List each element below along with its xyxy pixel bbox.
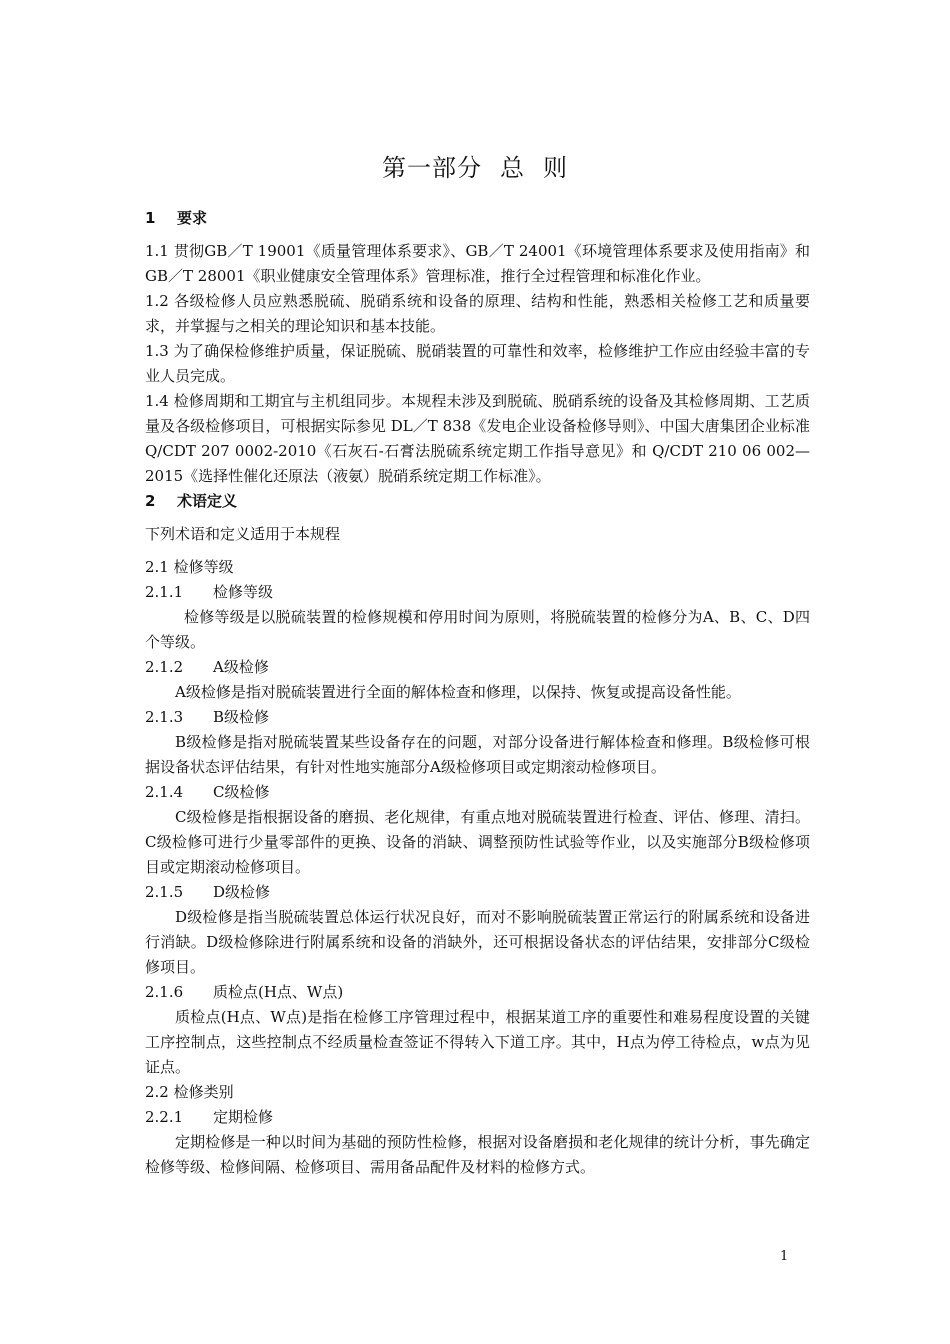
clause-number: 2.1.1 — [145, 583, 184, 601]
section-number: 1 — [145, 209, 156, 227]
clause-number: 2.1.4 — [145, 783, 184, 801]
document-body — [145, 206, 810, 1180]
clause-number: 2.1.2 — [145, 658, 184, 676]
paragraph-1-1: 1.1 贯彻GB／T 19001《质量管理体系要求》、GB／T 24001《环境管理体系要求及使用指南》和GB／T 28001《职业健康安全管理体系》管理标准，推行全过程管理和标准化作业。 — [145, 242, 810, 285]
clause-title: 定期检修 — [213, 1108, 274, 1126]
title-part: 第一部分 — [382, 154, 482, 182]
section-heading-1 — [145, 206, 810, 231]
clause-number: 2.1.6 — [145, 983, 184, 1001]
subheading-2-1-6 — [145, 980, 810, 1005]
page-title — [0, 148, 950, 183]
paragraph-2-1-1: 检修等级是以脱硫装置的检修规模和停用时间为原则，将脱硫装置的检修分为A、B、C、D四个等级。 — [145, 608, 810, 651]
section-number: 2 — [145, 492, 156, 510]
clause-number: 2.1.3 — [145, 708, 184, 726]
paragraph-2-1-6: 质检点(H点、W点)是指在检修工序管理过程中，根据某道工序的重要性和难易程度设置的关键工序控制点，这些控制点不经质量检查签证不得转入下道工序。其中，H点为停工待检点，w点为见证点。 — [145, 1008, 810, 1076]
clause-number: 2.2.1 — [145, 1108, 184, 1126]
paragraph-2-2-1: 定期检修是一种以时间为基础的预防性检修，根据对设备磨损和老化规律的统计分析，事先确定检修等级、检修间隔、检修项目、需用备品配件及材料的检修方式。 — [145, 1133, 810, 1176]
section-heading-2 — [145, 489, 810, 514]
subsection-heading-2-1: 2.1 检修等级 — [145, 558, 234, 576]
title-word-2: 则 — [543, 154, 568, 182]
section-2-intro: 下列术语和定义适用于本规程 — [145, 525, 341, 543]
clause-title: 质检点(H点、W点) — [213, 983, 344, 1001]
subheading-2-1-3 — [145, 705, 810, 730]
subheading-2-1-1 — [145, 580, 810, 605]
paragraph-1-4: 1.4 检修周期和工期宜与主机组同步。本规程未涉及到脱硫、脱硝系统的设备及其检修周期、工艺质量及各级检修项目，可根据实际参见 DL／T 838《发电企业设备检修导则》、中国大唐集团企业标准 Q/CDT 207 0002-2010《石灰石-石膏法脱硫系统定期工作指导意见》和 Q/CDT 210 06 002—2015《选择性催化还原法（液氨）脱硝系统定期工作标准》。 — [145, 392, 810, 485]
section-title: 要求 — [177, 209, 208, 227]
page-number: 1 — [780, 1249, 789, 1264]
clause-title: D级检修 — [213, 883, 271, 901]
paragraph-2-1-4: C级检修是指根据设备的磨损、老化规律，有重点地对脱硫装置进行检查、评估、修理、清扫。C级检修可进行少量零部件的更换、设备的消缺、调整预防性试验等作业，以及实施部分B级检修项目或定期滚动检修项目。 — [145, 808, 810, 876]
clause-number: 2.1.5 — [145, 883, 184, 901]
paragraph-1-2: 1.2 各级检修人员应熟悉脱硫、脱硝系统和设备的原理、结构和性能，熟悉相关检修工艺和质量要求，并掌握与之相关的理论知识和基本技能。 — [145, 292, 810, 335]
subheading-2-1-2 — [145, 655, 810, 680]
section-title: 术语定义 — [177, 492, 238, 510]
subheading-2-2-1 — [145, 1105, 810, 1130]
paragraph-1-3: 1.3 为了确保检修维护质量，保证脱硫、脱硝装置的可靠性和效率，检修维护工作应由经验丰富的专业人员完成。 — [145, 342, 810, 385]
clause-title: A级检修 — [213, 658, 269, 676]
title-word-1: 总 — [500, 154, 525, 182]
paragraph-2-1-3: B级检修是指对脱硫装置某些设备存在的问题，对部分设备进行解体检查和修理。B级检修可根据设备状态评估结果，有针对性地实施部分A级检修项目或定期滚动检修项目。 — [145, 733, 810, 776]
clause-title: C级检修 — [213, 783, 270, 801]
subsection-heading-2-2: 2.2 检修类别 — [145, 1083, 234, 1101]
subheading-2-1-4 — [145, 780, 810, 805]
paragraph-2-1-5: D级检修是指当脱硫装置总体运行状况良好，而对不影响脱硫装置正常运行的附属系统和设备进行消缺。D级检修除进行附属系统和设备的消缺外，还可根据设备状态的评估结果，安排部分C级检修项目。 — [145, 908, 810, 976]
clause-title: 检修等级 — [213, 583, 274, 601]
paragraph-2-1-2: A级检修是指对脱硫装置进行全面的解体检查和修理，以保持、恢复或提高设备性能。 — [175, 683, 741, 701]
clause-title: B级检修 — [213, 708, 270, 726]
subheading-2-1-5 — [145, 880, 810, 905]
